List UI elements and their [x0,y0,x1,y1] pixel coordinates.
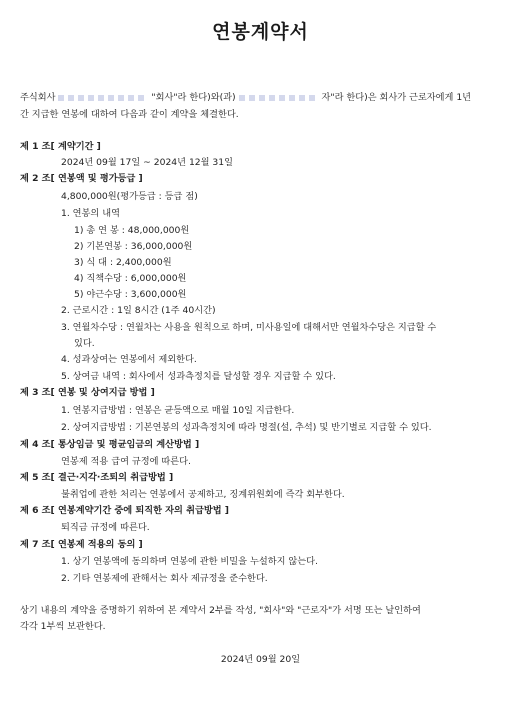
closing-line-2: 각각 1부씩 보관한다. [20,621,106,632]
article-4-body: 연봉제 적용 급여 규정에 따른다. [61,456,191,467]
contract-period: 2024년 09월 17일 ~ 2024년 12월 31일 [61,157,233,168]
working-hours: 2. 근로시간 : 1일 8시간 (1주 40시간) [61,305,216,316]
performance-bonus-note: 4. 성과상여는 연봉에서 제외한다. [61,354,197,365]
article-6-body: 퇴직금 규정에 따른다. [61,522,150,533]
intro-line-1 [20,93,471,102]
article-5-heading: 제 5 조[ 결근·지각·조퇴의 취급방법 ] [20,472,174,483]
bonus-details: 5. 상여금 내역 : 회사에서 성과측정치를 달성할 경우 지급할 수 있다. [61,371,336,382]
salary-item: 2) 기본연봉 : 36,000,000원 [74,241,193,252]
article-1-heading: 제 1 조[ 계약기간 ] [20,141,101,152]
contract-date: 2024년 09월 20일 [220,654,301,665]
salary-breakdown-heading: 1. 연봉의 내역 [61,208,120,219]
document-title: 연봉계약서 [212,21,309,43]
annual-leave-allowance-cont: 있다. [74,338,95,349]
redacted-employee-name [239,95,319,101]
intro-mid-1: "회사"라 한다)와(과) [151,92,236,103]
salary-item: 1) 총 연 봉 : 48,000,000원 [74,225,190,236]
salary-amount: 4,800,000원(평가등급 : 등급 점) [61,191,198,202]
salary-item: 3) 식 대 : 2,400,000원 [74,257,172,268]
closing-line-1: 상기 내용의 계약을 증명하기 위하여 본 계약서 2부를 작성, "회사"와 "근로자"가 서명 또는 날인하여 [20,605,421,616]
article-7-heading: 제 7 조[ 연봉제 적용의 동의 ] [20,539,143,550]
article-5-body: 불취업에 관한 처리는 연봉에서 공제하고, 징계위원회에 즉각 회부한다. [61,489,345,500]
annual-leave-allowance: 3. 연월차수당 : 연월차는 사용을 원칙으로 하며, 미사용일에 대해서만 연월차수당은 지급할 수 [61,322,437,333]
intro-line-2: 간 지급한 연봉에 대하여 다음과 같이 계약을 체결한다. [20,109,239,120]
company-prefix: 주식회사 [20,92,56,103]
redacted-company-name [58,95,148,101]
article-2-heading: 제 2 조[ 연봉액 및 평가등급 ] [20,173,143,184]
article-6-heading: 제 6 조[ 연봉계약기간 중에 퇴직한 자의 취급방법 ] [20,505,230,516]
article-3-heading: 제 3 조[ 연봉 및 상여지급 방법 ] [20,387,155,398]
bonus-payment-method: 2. 상여지급방법 : 기본연봉의 성과측정치에 따라 명절(설, 추석) 및 반기별로 지급할 수 있다. [61,422,432,433]
article-7-item-1: 1. 상기 연봉액에 동의하며 연봉에 관한 비밀을 누설하지 않는다. [61,556,318,567]
salary-item: 5) 야근수당 : 3,600,000원 [74,289,187,300]
article-7-item-2: 2. 기타 연봉제에 관해서는 회사 제규정을 준수한다. [61,573,268,584]
article-4-heading: 제 4 조[ 통상임금 및 평균임금의 계산방법 ] [20,439,200,450]
intro-mid-2: 자"라 한다)은 회사가 근로자에게 1년 [321,92,472,103]
salary-payment-method: 1. 연봉지급방법 : 연봉은 균등액으로 매월 10일 지급한다. [61,405,295,416]
salary-item: 4) 직책수당 : 6,000,000원 [74,273,187,284]
